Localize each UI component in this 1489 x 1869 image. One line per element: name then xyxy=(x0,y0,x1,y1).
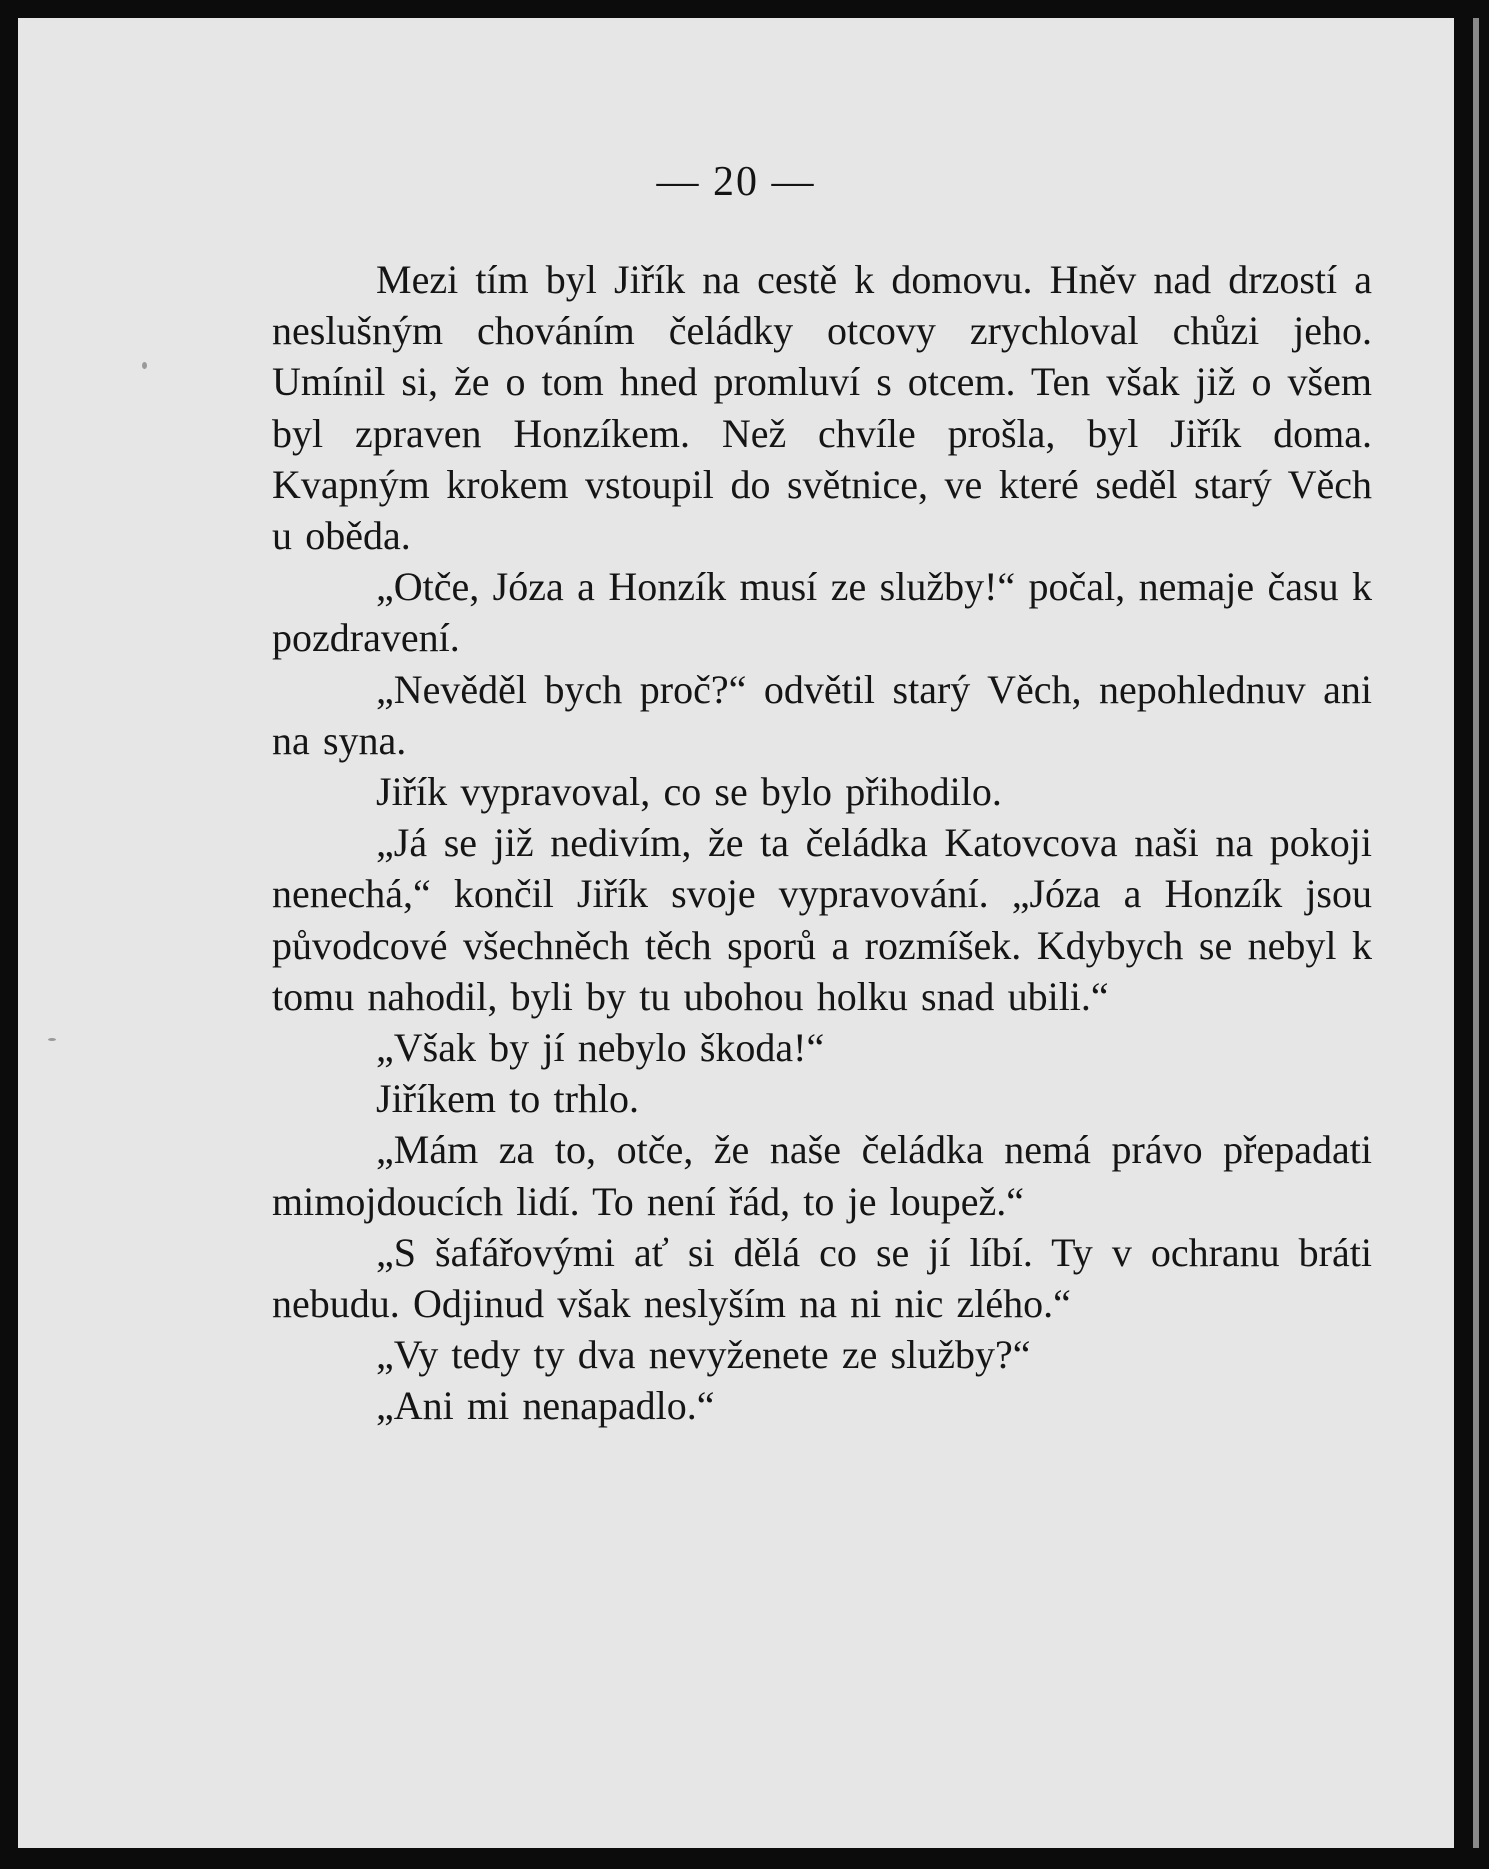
paragraph: „Mám za to, otče, že naše čeládka nemá právo přepadati mimojdoucích lidí. To není řád, to je loupež.“ xyxy=(272,1127,1372,1224)
paragraph: „Otče, Józa a Honzík musí ze služby!“ počal, nemaje času k pozdravení. xyxy=(272,564,1372,661)
paragraph: „S šafářovými ať si dělá co se jí líbí. Ty v ochranu bráti nebudu. Odjinud však neslyším na ni nic zlého.“ xyxy=(272,1229,1372,1327)
paragraph: Mezi tím byl Jiřík na cestě k domovu. Hněv nad drzostí a neslušným chováním čeládky otcovy zrychloval chůzi jeho. Umínil si, že o tom hned promluví s otcem. Ten však již o všem byl zpraven Honzíkem. Než chvíle prošla, byl Jiřík doma. Kvapným krokem vstoupil do světnice, ve které seděl starý Věch u oběda. xyxy=(272,257,1372,559)
scan-speck xyxy=(142,362,147,369)
paragraph: Jiříkem to trhlo. xyxy=(376,1076,640,1122)
paragraph: „Ani mi nenapadlo.“ xyxy=(376,1383,715,1429)
page-text-block xyxy=(272,254,1372,1432)
page-number-header: — 20 — xyxy=(656,159,816,205)
book-page xyxy=(18,18,1454,1848)
page-edge-shadow xyxy=(1473,18,1479,1848)
paragraph: „Vy tedy ty dva nevyženete ze služby?“ xyxy=(376,1332,1031,1378)
paragraph: „Nevěděl bych proč?“ odvětil starý Věch, nepohlednuv ani na syna. xyxy=(272,666,1372,763)
paragraph: Jiřík vypravoval, co se bylo přihodilo. xyxy=(376,769,1002,815)
paragraph: „Však by jí nebylo škoda!“ xyxy=(376,1025,825,1071)
paragraph: „Já se již nedivím, že ta čeládka Katovcova naši na pokoji nenechá,“ končil Jiřík svoje vypravování. „Józa a Honzík jsou původcové všechněch těch sporů a rozmíšek. Kdybych se nebyl k tomu nahodil, byli by tu ubohou holku snad ubili.“ xyxy=(272,820,1372,1019)
scan-speck xyxy=(48,1038,56,1041)
